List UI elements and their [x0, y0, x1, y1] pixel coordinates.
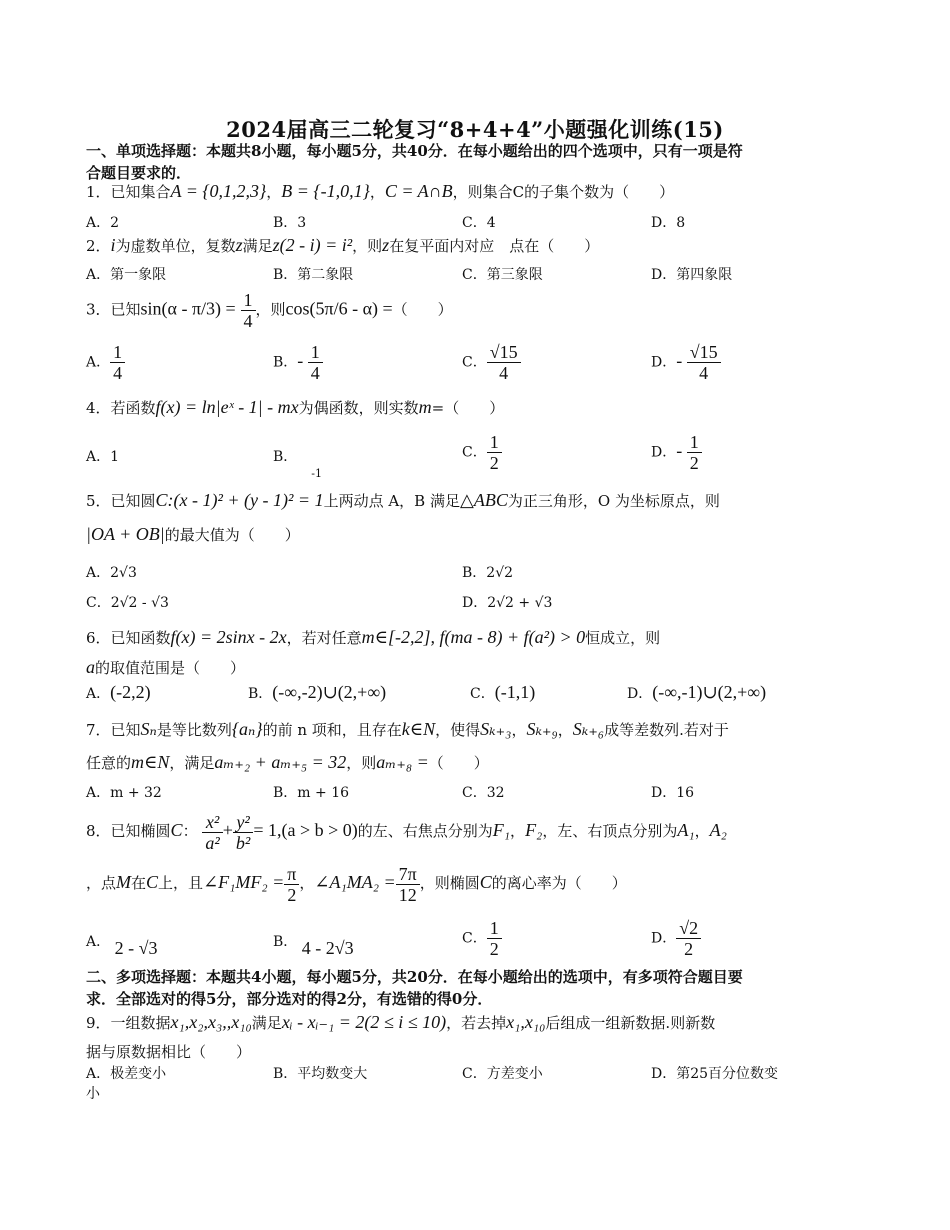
q3-option-b[interactable]: B．- $\frac{1}{4}$ [273, 342, 323, 383]
q9-option-d[interactable]: D．第25百分位数变 [651, 1066, 779, 1082]
q7-option-c[interactable]: C．32 [462, 785, 505, 801]
q8-option-c[interactable]: C． $\frac{1}{2}$ [462, 918, 502, 959]
q1-option-d[interactable]: D．8 [651, 215, 686, 231]
q6-option-c[interactable]: C．(-1,1) [470, 682, 536, 702]
section1-header: 一、单项选择题：本题共8小题，每小题5分，共40分．在每小题给出的四个选项中，只有一项是符 合题目要求的． [86, 142, 743, 182]
q8-option-d[interactable]: D． $\frac{√2}{2}$ [651, 918, 701, 959]
question-9: 9．一组数据x₁,x₂,x₃,,x₁₀满足xᵢ - xᵢ₋₁ = 2(2 ≤ i ≤ 10)，若去掉x₁,x₁₀后组成一组新数据.则新数 [86, 1012, 716, 1032]
q7-option-d[interactable]: D．16 [651, 785, 695, 801]
q7-option-b[interactable]: B．m + 16 [273, 785, 350, 801]
question-8: 8．已知椭圆C： $\frac{\text{x²}}{\text{a²}}$ + $\frac{\text{y²}}{\text{b²}}$ = 1,(a > b > 0)的左、右焦点分别为F₁，F₂，左、右顶点分别为A₁，A₂ [86, 811, 727, 853]
question-4: 4．若函数f(x) = ln|eˣ - 1| - mx为偶函数，则实数m=（ ） [86, 397, 505, 417]
q3-option-d[interactable]: D．- $\frac{√15}{4}$ [651, 342, 721, 383]
question-3: 3．已知sin(α - π/3) = $\frac{1}{4}$ ，则cos(5π/6 - α) =（ ） [86, 290, 453, 331]
q6-option-a[interactable]: A．(-2,2) [86, 682, 151, 702]
question-5: 5．已知圆C:(x - 1)² + (y - 1)² = 1上两动点 A，B 满足△ABC为正三角形，O 为坐标原点，则 [86, 490, 720, 510]
question-2: 2．i为虚数单位，复数z满足z(2 - i) = i²，则z在复平面内对应 点在（ ） [86, 235, 600, 255]
q2-option-b[interactable]: B．第二象限 [273, 267, 354, 283]
q2-option-a[interactable]: A．第一象限 [86, 267, 167, 283]
q7-option-a[interactable]: A．m + 32 [86, 785, 162, 801]
q1-option-b[interactable]: B．3 [273, 215, 307, 231]
q9-option-d-wrap: 小 [86, 1086, 100, 1102]
question-5-line2: |OA + OB|的最大值为（ ） [86, 524, 300, 544]
question-6-line2: a的取值范围是（ ） [86, 657, 246, 677]
q3-option-a[interactable]: A． $\frac{1}{4}$ [86, 342, 125, 383]
q2-option-c[interactable]: C．第三象限 [462, 267, 543, 283]
q5-option-b[interactable]: B．2√2 [462, 565, 514, 581]
q9-option-b[interactable]: B．平均数变大 [273, 1066, 368, 1082]
q6-option-b[interactable]: B．(-∞,-2)∪(2,+∞) [248, 682, 387, 702]
q9-option-a[interactable]: A．极差变小 [86, 1066, 167, 1082]
q1-option-c[interactable]: C．4 [462, 215, 496, 231]
q3-sin-value: $\frac{1}{4}$ [241, 290, 256, 331]
q5-option-a[interactable]: A．2√3 [86, 565, 137, 581]
section2-header: 二、多项选择题：本题共4小题，每小题5分，共20分．在每小题给出的选项中，有多项符合题目要 求．全部选对的得5分，部分选对的得2分，有选错的得0分． [86, 968, 743, 1008]
q4-option-c[interactable]: C． $\frac{1}{2}$ [462, 432, 502, 473]
q4-option-b[interactable]: B．$_{-1}$ [273, 449, 323, 480]
page-title: 2024届高三二轮复习“8+4+4”小题强化训练(15) [226, 117, 724, 142]
q4-option-a[interactable]: A．1 [86, 449, 120, 465]
question-1: 1．已知集合A = {0,1,2,3}，B = {-1,0,1}，C = A∩B，则集合C的子集个数为（ ） [86, 181, 675, 201]
q1-option-a[interactable]: A．2 [86, 215, 120, 231]
q9-option-c[interactable]: C．方差变小 [462, 1066, 543, 1082]
question-8-line2: ，点M在C上，且∠F₁MF₂ = $\frac{\pi}{2}$ ，∠A₁MA₂ = $\frac{7\pi}{12}$ ，则椭圆C的离心率为（ ） [86, 863, 627, 905]
q3-option-c[interactable]: C． $\frac{√15}{4}$ [462, 342, 521, 383]
question-7-line2: 任意的m∈N，满足aₘ₊₂ + aₘ₊₅ = 32，则aₘ₊₈ =（ ） [86, 752, 489, 772]
q5-option-c[interactable]: C．2√2 - √3 [86, 595, 169, 611]
question-9-line2: 据与原数据相比（ ） [86, 1043, 252, 1061]
question-6: 6．已知函数f(x) = 2sinx - 2x，若对任意m∈[-2,2], f(ma - 8) + f(a²) > 0恒成立，则 [86, 627, 661, 647]
q4-option-d[interactable]: D．- $\frac{1}{2}$ [651, 432, 702, 473]
q5-option-d[interactable]: D．2√2 + √3 [462, 595, 553, 611]
q6-option-d[interactable]: D．(-∞,-1)∪(2,+∞) [627, 682, 767, 702]
q8-option-a[interactable]: A． 2 - √3 [86, 934, 158, 958]
question-7: 7．已知Sₙ是等比数列{aₙ}的前 n 项和，且存在k∈N，使得Sₖ₊₃，Sₖ₊₉，Sₖ₊₆成等差数列.若对于 [86, 719, 729, 739]
q2-option-d[interactable]: D．第四象限 [651, 267, 733, 283]
q8-option-b[interactable]: B． 4 - 2√3 [273, 934, 354, 958]
